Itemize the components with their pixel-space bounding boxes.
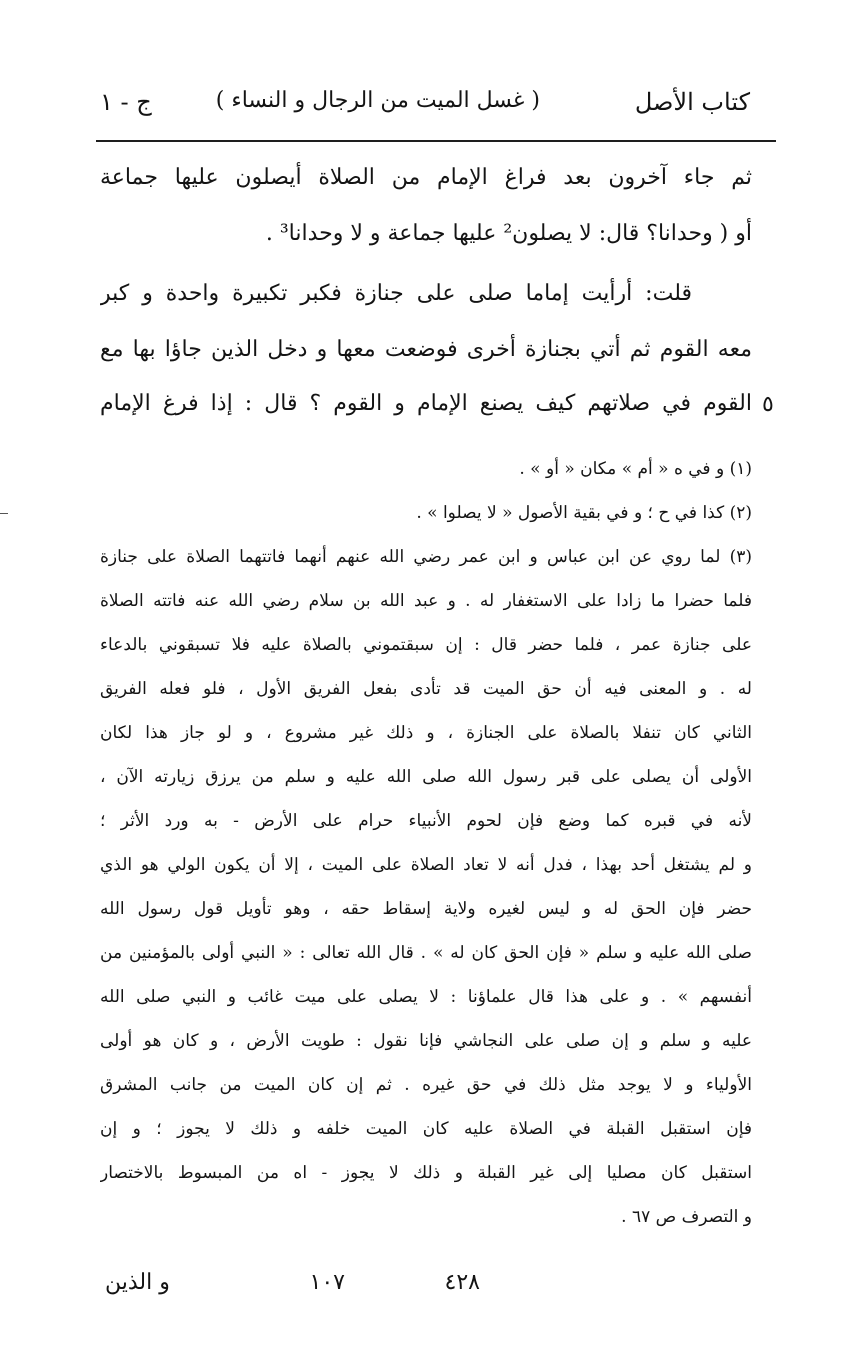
- footnote-3-line: حضر فإن الحق له و ليس لغيره ولاية إسقاط حقه ، وهو تأويل قول رسول الله: [100, 899, 752, 919]
- margin-mark: [0, 513, 8, 514]
- footnote-3-line: لأنه في قبره كما وضع فإن لحوم الأنبياء حرام على الأرض - به ورد الأثر ؛: [100, 811, 752, 831]
- footnote-2: (٢) كذا في ح ؛ و في بقية الأصول « لا يصلوا » .: [416, 503, 752, 523]
- catchword: و الذين: [105, 1270, 170, 1295]
- body-line: القوم في صلاتهم كيف يصنع الإمام و القوم ؟ قال : إذا فرغ الإمام: [100, 391, 752, 416]
- body-line: أو ( وحدانا؟ قال: لا يصلون² عليها جماعة و لا وحدانا³ .: [265, 221, 752, 246]
- footnote-3-line: على جنازة عمر ، فلما حضر قال : إن سبقتموني بالصلاة عليه فلا تسبقوني بالدعاء: [100, 635, 752, 655]
- footnote-3-line: عليه و سلم و إن صلى على النجاشي فإنا نقول : طويت الأرض ، و كان هو أولى: [100, 1031, 752, 1051]
- original-page-number: ١٠٧: [309, 1270, 345, 1295]
- footnote-3-line: له . و المعنى فيه أن حق الميت قد تأدى بفعل الفريق الأول ، فلو فعله الفريق: [100, 679, 752, 699]
- book-title: كتاب الأصل: [634, 88, 750, 116]
- footnote-3-line: صلى الله عليه و سلم « فإن الحق كان له » . قال الله تعالى : « النبي أولى بالمؤمنين من: [100, 943, 752, 963]
- footnote-3-line: (٣) لما روي عن ابن عباس و ابن عمر رضي الله عنهم أنهما فاتتهما الصلاة على جنازة: [100, 547, 752, 567]
- footnote-3-line: الأولى أن يصلى على قبر رسول الله صلى الله عليه و سلم من يرزق زيارته الآن ،: [100, 767, 752, 787]
- body-line: قلت: أرأيت إماما صلى على جنازة فكبر تكبيرة واحدة و كبر: [100, 281, 692, 306]
- margin-line-number: ٥: [762, 392, 774, 417]
- page-number: ٤٢٨: [444, 1270, 480, 1295]
- footnote-3-line: الثاني كان تنفلا بالصلاة على الجنازة ، و ذلك غير مشروع ، و لو جاز هذا لكان: [100, 723, 752, 743]
- body-line: معه القوم ثم أتي بجنازة أخرى فوضعت معها و دخل الذين جاؤا بها مع: [100, 337, 752, 362]
- page-footer: [100, 1270, 750, 1310]
- footnote-3-line: فلما حضرا ما زادا على الاستغفار له . و عبد الله بن سلام رضي الله عنه فاتته الصلاة: [100, 591, 752, 611]
- header-rule: [96, 140, 776, 142]
- running-header: [100, 88, 750, 128]
- footnote-3-line: و لم يشتغل أحد بهذا ، فدل أنه لا تعاد الصلاة على الميت ، إلا أن يكون الولي هو الذي: [100, 855, 752, 875]
- footnote-3-line: الأولياء و لا يوجد مثل ذلك في حق غيره . ثم إن كان الميت من جانب المشرق: [100, 1075, 752, 1095]
- chapter-title: ( غسل الميت من الرجال و النساء ): [215, 88, 540, 113]
- footnote-3-line: أنفسهم » . و على هذا قال علماؤنا : لا يصلى على ميت غائب و النبي صلى الله: [100, 987, 752, 1007]
- footnote-3-line: و التصرف ص ٦٧ .: [621, 1207, 752, 1227]
- body-line: ثم جاء آخرون بعد فراغ الإمام من الصلاة أيصلون عليها جماعة: [100, 165, 752, 190]
- footnote-3-line: استقبل كان مصليا إلى غير القبلة و ذلك لا يجوز - اه من المبسوط بالاختصار: [100, 1163, 752, 1183]
- footnote-1: (١) و في ه « أم » مكان « أو » .: [519, 459, 752, 479]
- volume-part: ج - ١: [100, 88, 152, 116]
- footnote-3-line: فإن استقبل القبلة في الصلاة عليه كان الميت خلفه و ذلك لا يجوز ؛ و إن: [100, 1119, 752, 1139]
